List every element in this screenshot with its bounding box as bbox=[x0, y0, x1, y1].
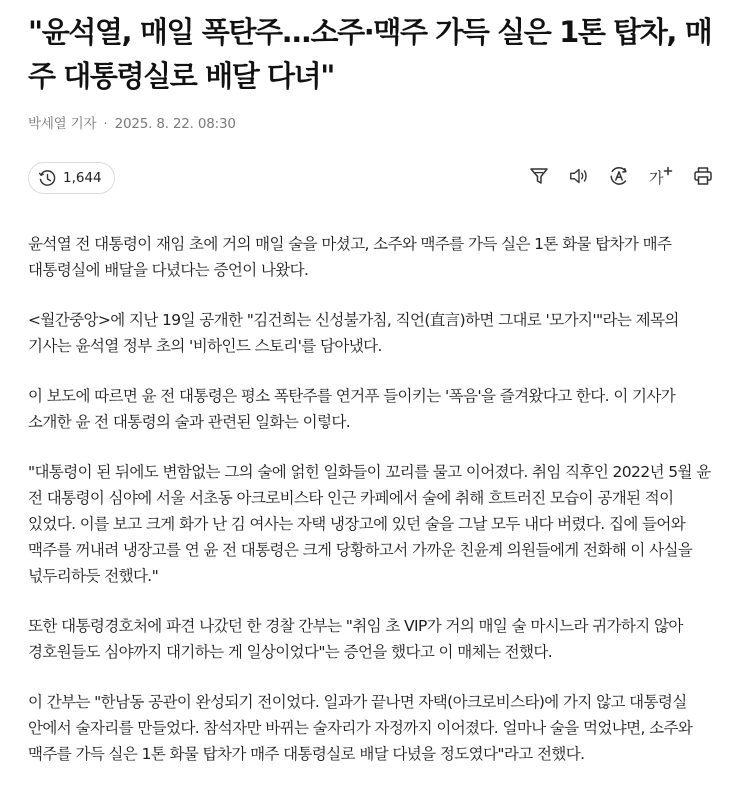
view-count: 1,644 bbox=[63, 170, 102, 186]
article-paragraph: 이 간부는 "한남동 공관이 완성되기 전이었다. 일과가 끝나면 자택(아크로비스타)에 가지 않고 대통령실 안에서 술자리를 만들었다. 참석자만 바뀌는 술자리가 자정까지 이어졌다. 얼마나 술을 먹었냐면, 소주와 맥주를 가득 실은 1톤 화물 탑차가 매주 대통령실로 배달 다녔을 정도였다"라고 전했다. bbox=[28, 693, 693, 763]
article-paragraph: 윤석열 전 대통령이 재임 초에 거의 매일 술을 마셨고, 소주와 맥주를 가득 실은 1톤 화물 탑차가 매주 대통령실에 배달을 다녔다는 증언이 나왔다. bbox=[28, 235, 672, 279]
article-toolbar bbox=[28, 162, 714, 196]
article-paragraph: <월간중앙>에 지난 19일 공개한 "김건희는 신성불가침, 직언(直言)하면 그대로 '모가지'"라는 제목의 기사는 윤석열 정부 초의 '비하인드 스토리'를 담아냈다. bbox=[28, 311, 679, 355]
speaker-icon[interactable] bbox=[568, 164, 590, 188]
font-size-label: 가 bbox=[649, 169, 664, 187]
article-tools bbox=[528, 164, 714, 188]
summary-filter-icon[interactable] bbox=[528, 164, 550, 188]
article-paragraph: "대통령이 된 뒤에도 변함없는 그의 술에 얽힌 일화들이 꼬리를 물고 이어졌다. 취임 직후인 2022년 5월 윤 전 대통령이 심야에 서울 서초동 아크로비스타 인근 카페에서 술에 취해 흐트러진 모습이 공개된 적이 있었다. 이를 보고 크게 화가 난 김 여사는 자택 냉장고에 있던 술을 그날 모두 내다 버렸다. 집에 들어와 맥주를 꺼내려 냉장고를 연 윤 전 대통령은 크게 당황하고서 가까운 친윤계 의원들에게 전화해 이 사실을 넋두리하듯 전했다." bbox=[28, 463, 711, 585]
clock-icon bbox=[38, 169, 57, 188]
byline bbox=[28, 114, 714, 134]
translate-icon[interactable] bbox=[608, 164, 630, 188]
article-paragraph: 이 보도에 따르면 윤 전 대통령은 평소 폭탄주를 연거푸 들이키는 '폭음'을 즐겨왔다고 한다. 이 기사가 소개한 윤 전 대통령의 술과 관련된 일화는 이렇다. bbox=[28, 387, 676, 431]
print-icon[interactable] bbox=[692, 164, 714, 188]
font-size-icon[interactable] bbox=[648, 164, 674, 188]
published-date: 2025. 8. 22. 08:30 bbox=[114, 116, 236, 132]
article-paragraph: 또한 대통령경호처에 파견 나갔던 한 경찰 간부는 "취임 초 VIP가 거의 매일 술 마시느라 귀가하지 않아 경호원들도 심야까지 대기하는 게 일상이었다"는 증언을 했다고 이 매체는 전했다. bbox=[28, 617, 683, 661]
article-body bbox=[28, 231, 714, 791]
view-count-badge bbox=[28, 162, 115, 194]
article-headline: "윤석열, 매일 폭탄주...소주·맥주 가득 실은 1톤 탑차, 매주 대통령실로 배달 다녀" bbox=[28, 15, 712, 93]
byline-separator: · bbox=[103, 116, 108, 132]
reporter-name[interactable]: 박세열 기자 bbox=[28, 116, 97, 132]
